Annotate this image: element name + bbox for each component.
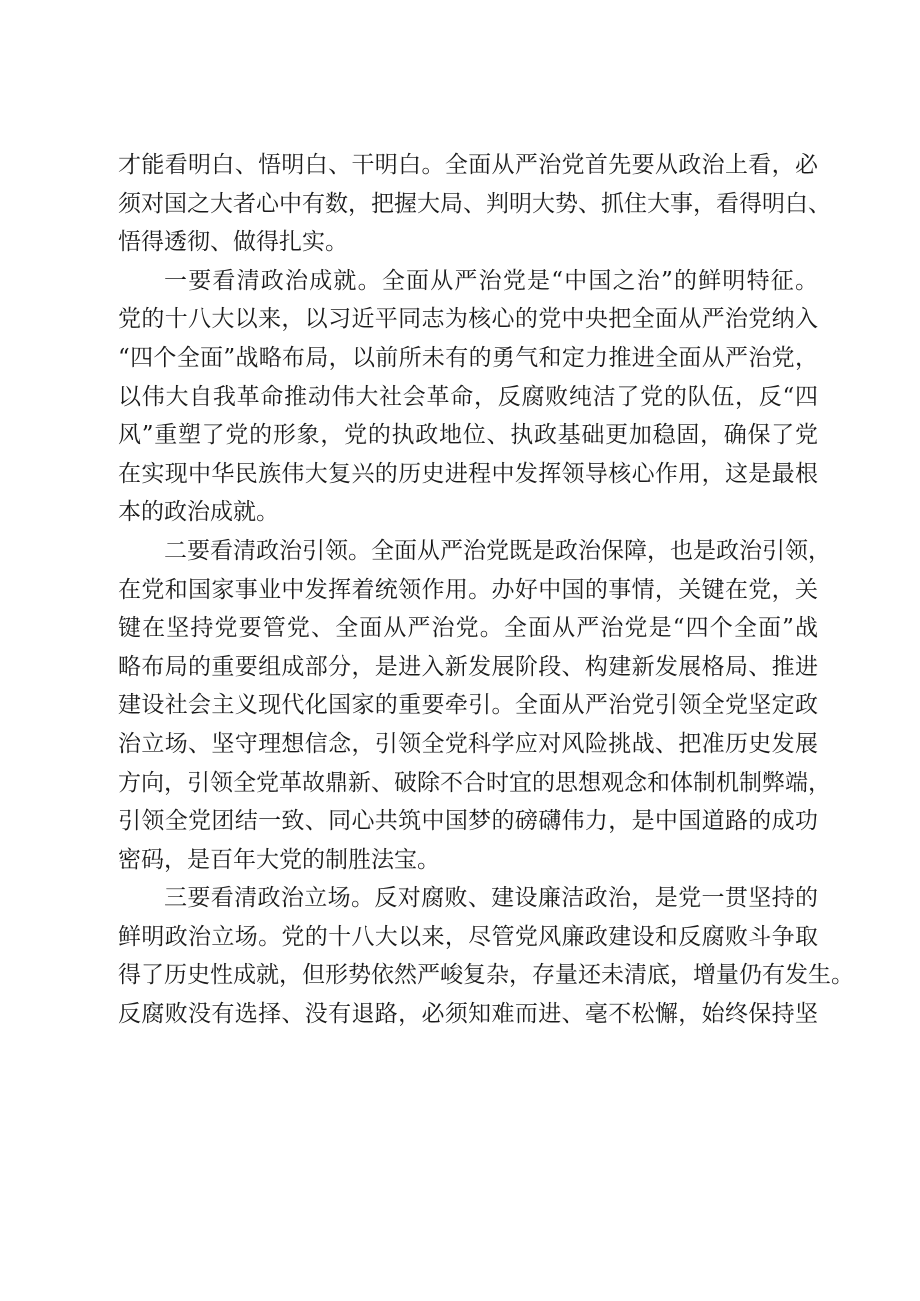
text-line: 风”重塑了党的形象，党的执政地位、执政基础更加稳固，确保了党 [118, 422, 818, 449]
document-body [118, 146, 854, 1034]
text-line: 密码，是百年大党的制胜法宝。 [118, 846, 440, 873]
text-line: 反腐败没有选择、没有退路，必须知难而进、毫不松懈，始终保持坚 [118, 1001, 818, 1028]
text-line: 治立场、坚守理想信念，引领全党科学应对风险挑战、把准历史发展 [118, 730, 818, 757]
text-line: 须对国之大者心中有数，把握大局、判明大势、抓住大事，看得明白、 [118, 190, 831, 217]
text-line: 键在坚持党要管党、全面从严治党。全面从严治党是“四个全面”战 [118, 615, 818, 642]
text-line: 得了历史性成就，但形势依然严峻复杂，存量还未清底，增量仍有发生。 [118, 962, 854, 989]
text-line: 二要看清政治引领。全面从严治党既是政治保障，也是政治引领， [164, 537, 831, 564]
text-line: 党的十八大以来，以习近平同志为核心的党中央把全面从严治党纳入 [118, 306, 818, 333]
text-line: 以伟大自我革命推动伟大社会革命，反腐败纯洁了党的队伍，反“四 [118, 383, 818, 410]
text-line: 一要看清政治成就。全面从严治党是“中国之治”的鲜明特征。 [164, 267, 818, 294]
text-line: 在实现中华民族伟大复兴的历史进程中发挥领导核心作用，这是最根 [118, 460, 818, 487]
text-line: 本的政治成就。 [118, 499, 279, 526]
text-line: 悟得透彻、做得扎实。 [118, 229, 348, 256]
text-line: 方向，引领全党革故鼎新、破除不合时宜的思想观念和体制机制弊端， [118, 769, 831, 796]
text-line: 鲜明政治立场。党的十八大以来，尽管党风廉政建设和反腐败斗争取 [118, 923, 818, 950]
text-line: 才能看明白、悟明白、干明白。全面从严治党首先要从政治上看，必 [118, 152, 818, 178]
text-line: 建设社会主义现代化国家的重要牵引。全面从严治党引领全党坚定政 [118, 692, 818, 719]
text-line: 三要看清政治立场。反对腐败、建设廉洁政治，是党一贯坚持的 [164, 885, 818, 912]
text-line: 在党和国家事业中发挥着统领作用。办好中国的事情，关键在党，关 [118, 576, 818, 603]
text-line: 略布局的重要组成部分，是进入新发展阶段、构建新发展格局、推进 [118, 653, 818, 680]
text-line: “四个全面”战略布局，以前所未有的勇气和定力推进全面从严治党， [118, 344, 818, 371]
text-line: 引领全党团结一致、同心共筑中国梦的磅礴伟力，是中国道路的成功 [118, 808, 818, 835]
